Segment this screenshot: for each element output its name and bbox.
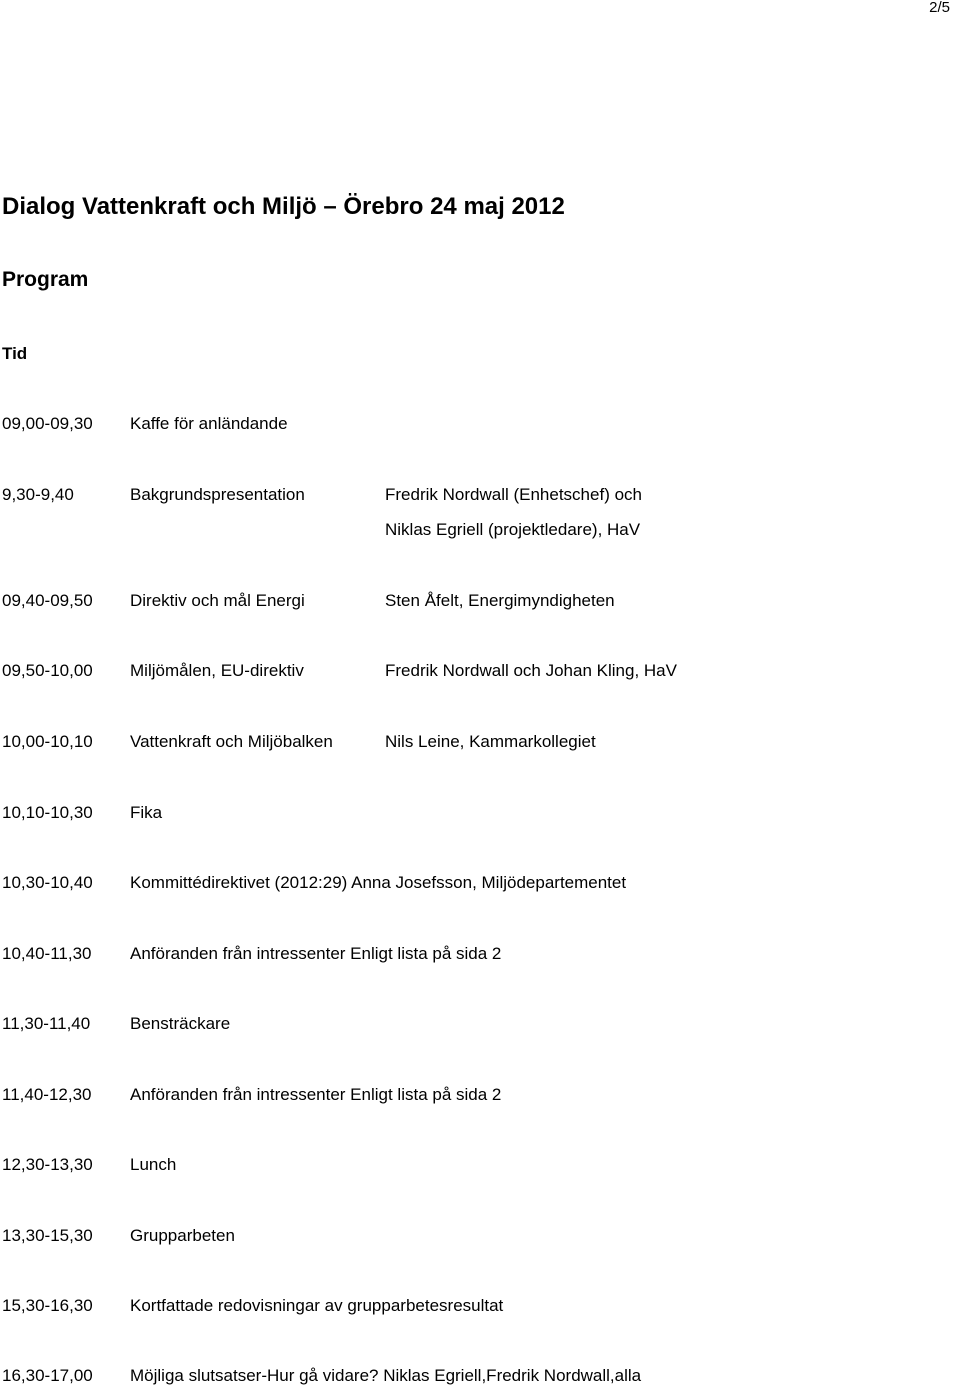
row-text: Möjliga slutsatser-Hur gå vidare? Niklas Egriell,Fredrik Nordwall,alla [130,1366,642,1385]
schedule-row [0,731,960,755]
schedule-row [0,802,960,826]
row-time: 15,30-16,30 [2,1296,93,1315]
row-activity: Grupparbeten [130,1226,235,1245]
tid-heading: Tid [2,344,28,363]
schedule-row [0,590,960,614]
schedule-row [0,1084,960,1108]
schedule-row [0,943,960,967]
row-time: 10,30-10,40 [2,873,93,892]
schedule-row [0,1365,960,1389]
row-time: 09,40-09,50 [2,591,93,610]
schedule-row [0,660,960,684]
row-time: 09,00-09,30 [2,414,93,433]
schedule-row [0,519,960,543]
row-speaker: Fredrik Nordwall (Enhetschef) och [385,485,642,504]
page-number: 2/5 [929,0,950,16]
row-speaker: Niklas Egriell (projektledare), HaV [385,520,641,539]
row-activity: Kaffe för anländande [130,414,288,433]
row-speaker: Fredrik Nordwall och Johan Kling, HaV [385,661,677,680]
schedule-row [0,484,960,508]
schedule-row [0,1154,960,1178]
row-activity: Bensträckare [130,1014,231,1033]
program-heading: Program [2,268,89,291]
row-time: 10,00-10,10 [2,732,93,751]
row-time: 11,30-11,40 [2,1014,91,1033]
row-activity: Fika [130,803,163,822]
schedule-row [0,1225,960,1249]
schedule-row [0,1295,960,1319]
schedule-row [0,872,960,896]
row-text: Kortfattade redovisningar av grupparbetesresultat [130,1296,504,1315]
schedule-row [0,413,960,437]
row-time: 16,30-17,00 [2,1366,93,1385]
row-speaker: Nils Leine, Kammarkollegiet [385,732,596,751]
row-activity: Lunch [130,1155,177,1174]
row-time: 09,50-10,00 [2,661,93,680]
row-activity: Miljömålen, EU-direktiv [130,661,304,680]
row-time: 10,40-11,30 [2,944,92,963]
row-time: 10,10-10,30 [2,803,93,822]
row-activity: Bakgrundspresentation [130,485,305,504]
row-activity: Vattenkraft och Miljöbalken [130,732,333,751]
row-text: Anföranden från intressenter Enligt lista på sida 2 [130,944,502,963]
row-speaker: Sten Åfelt, Energimyndigheten [385,591,615,610]
row-text: Anföranden från intressenter Enligt lista på sida 2 [130,1085,502,1104]
row-activity: Direktiv och mål Energi [130,591,305,610]
row-time: 9,30-9,40 [2,485,74,504]
row-time: 11,40-12,30 [2,1085,92,1104]
schedule-row [0,1013,960,1037]
document-title: Dialog Vattenkraft och Miljö – Örebro 24 maj 2012 [2,193,565,221]
row-text: Kommittédirektivet (2012:29) Anna Josefsson, Miljödepartementet [130,873,627,892]
row-time: 12,30-13,30 [2,1155,93,1174]
row-time: 13,30-15,30 [2,1226,93,1245]
